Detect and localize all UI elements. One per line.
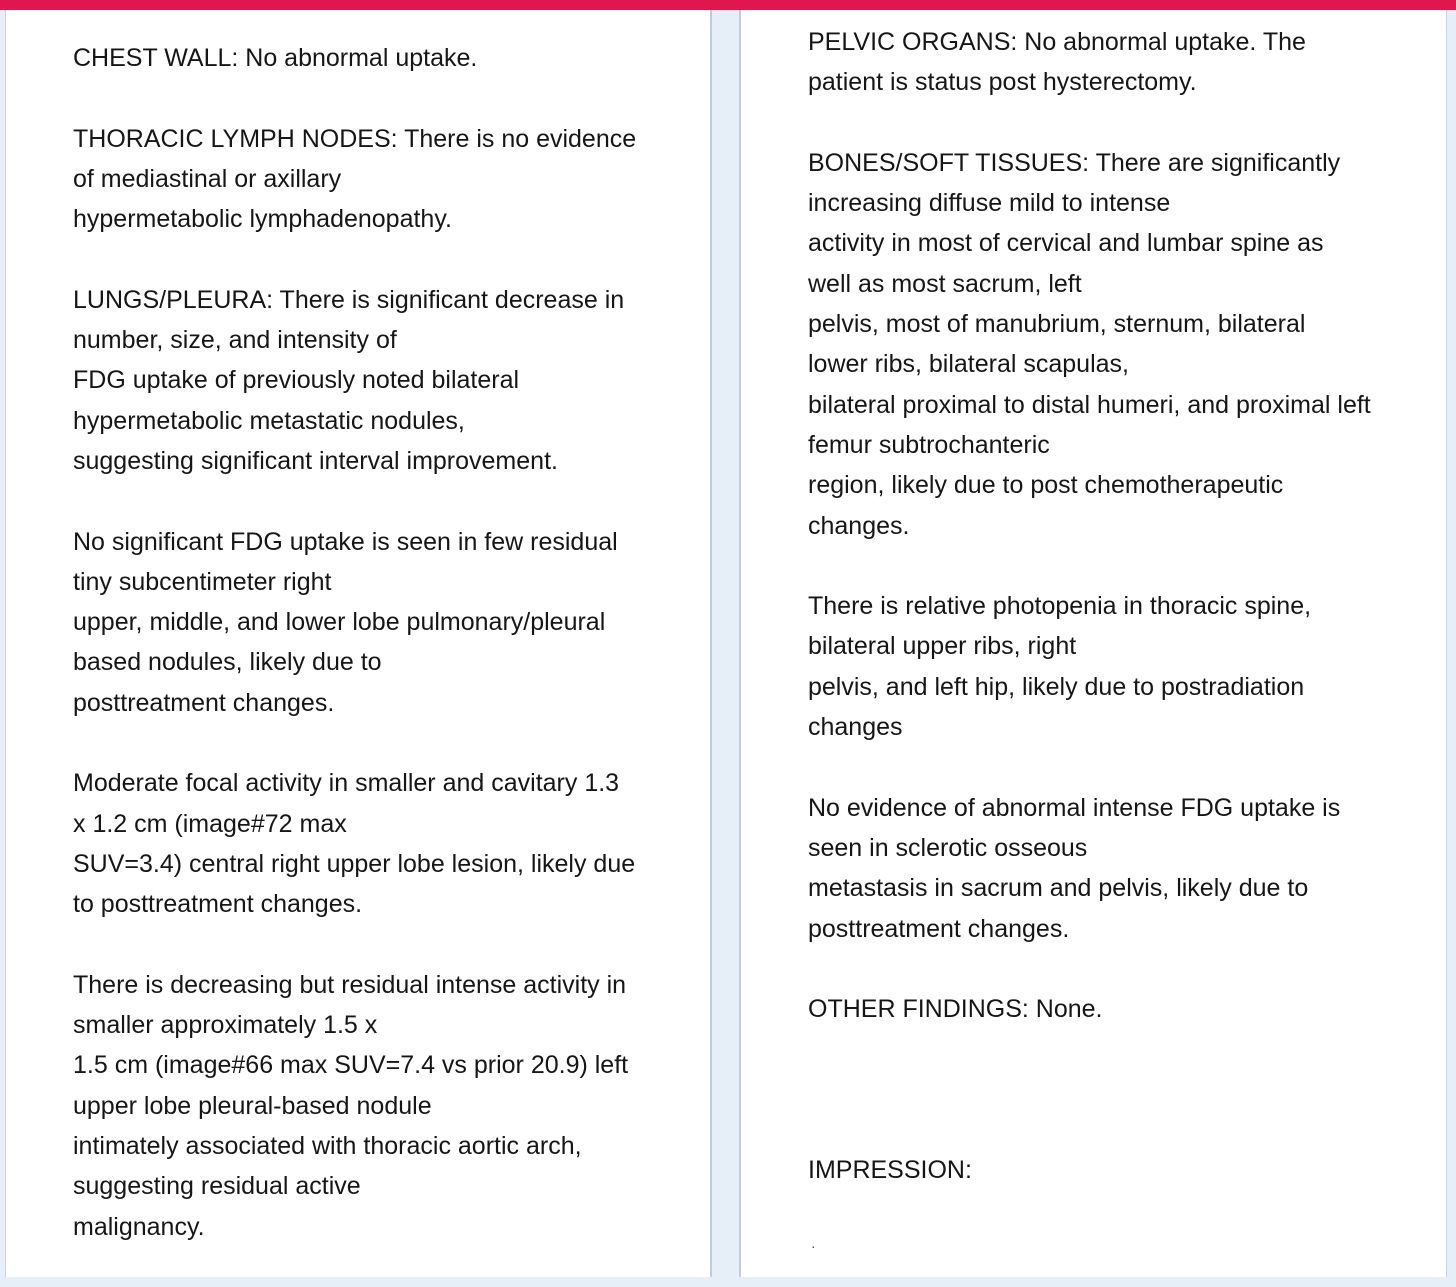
report-line: smaller approximately 1.5 x xyxy=(73,1011,378,1040)
report-line: activity in most of cervical and lumbar spine as xyxy=(808,229,1324,258)
report-line: No significant FDG uptake is seen in few residual xyxy=(73,527,618,556)
report-paragraph xyxy=(808,143,1433,546)
report-line: LUNGS/PLEURA: There is significant decrease in xyxy=(73,285,625,314)
report-line: FDG uptake of previously noted bilateral xyxy=(73,366,520,395)
report-line: No evidence of abnormal intense FDG uptake is xyxy=(808,793,1341,822)
report-paragraph xyxy=(73,38,693,78)
report-line: upper lobe pleural-based nodule xyxy=(73,1091,432,1120)
report-page-right xyxy=(739,10,1447,1277)
report-paragraph xyxy=(73,763,693,924)
report-line: bilateral proximal to distal humeri, and proximal left xyxy=(808,390,1371,419)
report-paragraph xyxy=(808,586,1433,747)
report-line: upper, middle, and lower lobe pulmonary/pleural xyxy=(73,608,606,637)
report-line: bilateral upper ribs, right xyxy=(808,632,1077,661)
report-line: CHEST WALL: No abnormal uptake. xyxy=(73,44,478,72)
report-line: increasing diffuse mild to intense xyxy=(808,189,1171,218)
report-line: BONES/SOFT TISSUES: There are significantly xyxy=(808,148,1341,177)
right-report-text xyxy=(808,22,1433,1231)
report-line: IMPRESSION: xyxy=(808,1156,972,1185)
report-line: There is relative photopenia in thoracic spine, xyxy=(808,592,1312,621)
report-line xyxy=(808,1070,1433,1110)
top-accent-bar xyxy=(0,0,1456,10)
report-paragraph xyxy=(808,1150,1433,1190)
report-paragraph xyxy=(808,22,1433,103)
report-line: PELVIC ORGANS: No abnormal uptake. The xyxy=(808,28,1306,56)
report-line: femur subtrochanteric xyxy=(808,430,1050,459)
report-paragraph xyxy=(808,788,1433,949)
report-line: There is decreasing but residual intense activity in xyxy=(73,970,627,999)
report-line: of mediastinal or axillary xyxy=(73,164,342,193)
report-line: patient is status post hysterectomy. xyxy=(808,68,1197,97)
report-line: number, size, and intensity of xyxy=(73,326,397,355)
report-line: to posttreatment changes. xyxy=(73,890,363,919)
report-line: posttreatment changes. xyxy=(808,914,1070,943)
report-paragraph xyxy=(73,119,693,240)
report-line: x 1.2 cm (image#72 max xyxy=(73,809,347,838)
report-paragraph xyxy=(808,989,1433,1029)
report-paragraph xyxy=(73,522,693,723)
report-line: intimately associated with thoracic aortic arch, xyxy=(73,1132,582,1161)
left-report-text xyxy=(73,38,693,1287)
report-line: posttreatment changes. xyxy=(73,688,335,717)
report-line: suggesting significant interval improvement. xyxy=(73,446,558,475)
report-line: pelvis, most of manubrium, sternum, bilateral xyxy=(808,310,1306,339)
trailing-mark: · xyxy=(811,1238,816,1254)
report-line: changes xyxy=(808,713,903,742)
report-line: seen in sclerotic osseous xyxy=(808,833,1088,862)
report-line: region, likely due to post chemotherapeutic xyxy=(808,471,1284,500)
report-line: tiny subcentimeter right xyxy=(73,567,332,596)
report-line: hypermetabolic lymphadenopathy. xyxy=(73,205,452,234)
report-line: suggesting residual active xyxy=(73,1172,361,1201)
report-line: OTHER FINDINGS: None. xyxy=(808,995,1103,1024)
report-line: Moderate focal activity in smaller and cavitary 1.3 xyxy=(73,769,620,798)
report-line: hypermetabolic metastatic nodules, xyxy=(73,406,465,435)
report-line: SUV=3.4) central right upper lobe lesion, likely due xyxy=(73,849,636,878)
report-line: based nodules, likely due to xyxy=(73,648,382,677)
report-line: malignancy. xyxy=(73,1212,205,1241)
report-line: 1.5 cm (image#66 max SUV=7.4 vs prior 20.9) left xyxy=(73,1051,629,1080)
report-line: THORACIC LYMPH NODES: There is no evidence xyxy=(73,124,637,153)
report-paragraph xyxy=(808,1070,1433,1110)
report-paragraph xyxy=(73,965,693,1247)
report-paragraph xyxy=(73,280,693,481)
report-line: pelvis, and left hip, likely due to postradiation xyxy=(808,672,1305,701)
report-line: lower ribs, bilateral scapulas, xyxy=(808,350,1129,379)
report-line: well as most sacrum, left xyxy=(808,269,1082,298)
report-page-left xyxy=(5,10,712,1277)
report-line: metastasis in sacrum and pelvis, likely due to xyxy=(808,874,1309,903)
report-line: changes. xyxy=(808,511,910,540)
